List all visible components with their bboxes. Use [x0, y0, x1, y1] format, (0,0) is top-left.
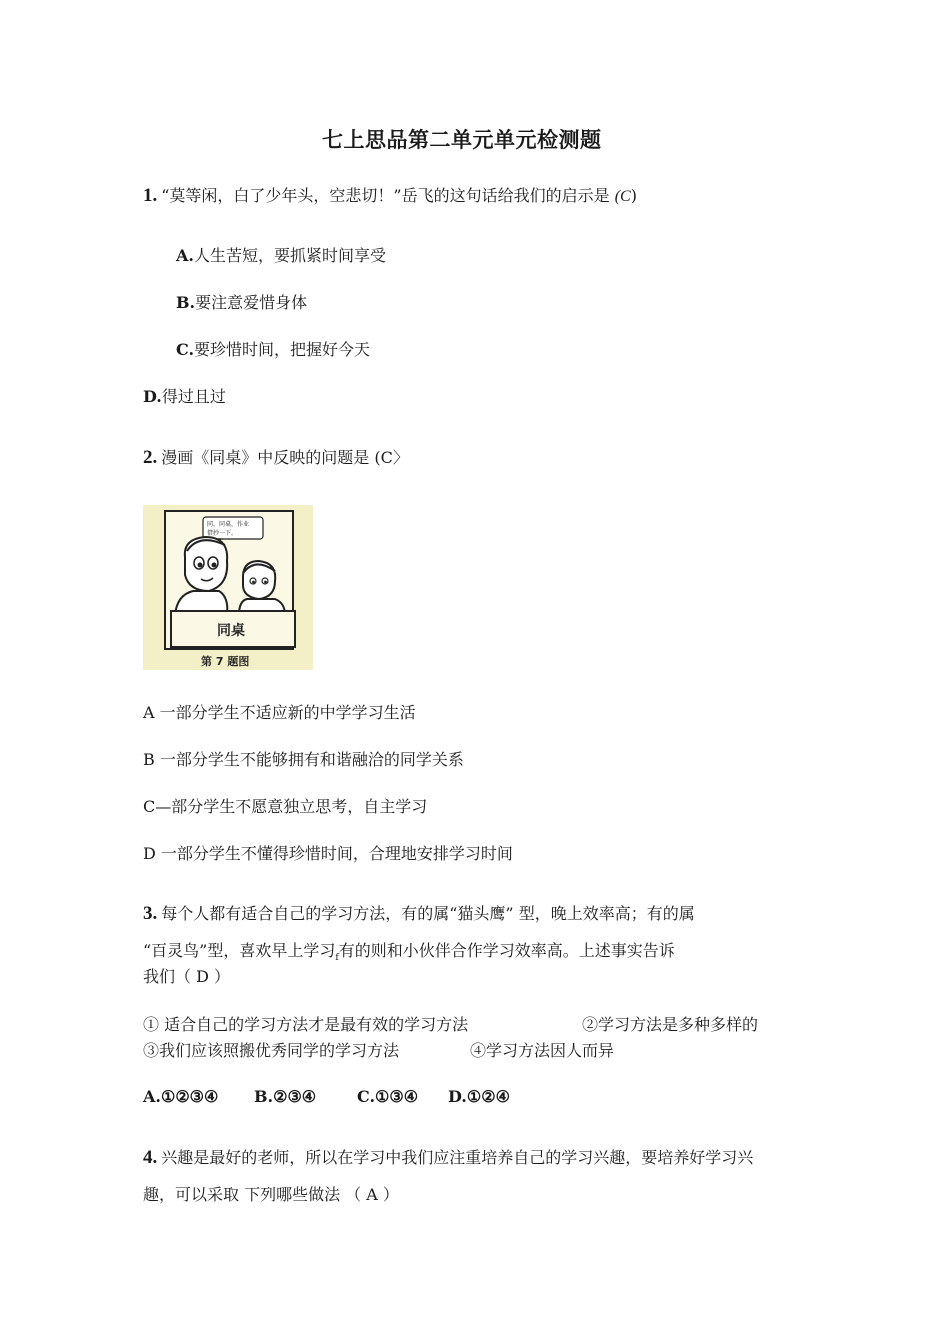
question-number: 4. [143, 1147, 158, 1168]
subscript-mark: f [335, 953, 339, 964]
question-text: 每个人都有适合自己的学习方法，有的属“猫头鹰” 型，晚上效率高；有的属 [161, 904, 695, 923]
figure-caption: 第 7 题图 [201, 655, 250, 668]
answer-close: ) [630, 186, 637, 205]
question-number: 1. [143, 185, 158, 206]
question-text: 兴趣是最好的老师，所以在学习中我们应注重培养自己的学习兴趣，要培养好学习兴 [161, 1148, 754, 1167]
option-text: 人生苦短，要抓紧时间享受 [193, 246, 386, 265]
option-text: 要注意爱惜身体 [195, 293, 308, 312]
q2-option-c: C—部分学生不愿意独立思考，自主学习 [143, 797, 428, 816]
option-label: A. [176, 246, 194, 265]
question-3-line-3: 我们（ D ） [143, 967, 231, 986]
choice-d: D.①②④ [448, 1087, 510, 1106]
speech-line-1: 同，同桌，作业 [207, 521, 250, 528]
statement-4: ④学习方法因人而异 [470, 1041, 615, 1060]
document-title: 七上思品第二单元单元检测题 [322, 127, 602, 152]
question-stem: 漫画《同桌》中反映的问题是 (C〉 [161, 448, 409, 467]
option-c [176, 339, 370, 361]
question-stem: “莫等闲，白了少年头，空悲切！”岳飞的这句话给我们的启示是 [161, 186, 610, 205]
question-4-line-2: 趣，可以采取 下列哪些做法 （ A ） [143, 1185, 399, 1204]
option-text: 得过且过 [161, 387, 226, 406]
statement-2: ②学习方法是多种多样的 [582, 1015, 759, 1034]
statement-3: ③我们应该照搬优秀同学的学习方法 [143, 1041, 400, 1060]
statement-1: ① 适合自己的学习方法才是最有效的学习方法 [143, 1015, 469, 1034]
option-label: C. [176, 340, 195, 359]
question-text: “百灵鸟”型，喜欢早上学习 [143, 941, 336, 960]
question-4-line-1 [143, 1147, 753, 1169]
question-number: 3. [143, 903, 158, 924]
choice-b: B.②③④ [254, 1087, 317, 1106]
answer-open: ( [614, 188, 621, 205]
question-number: 2. [143, 447, 158, 468]
question-1 [143, 185, 637, 208]
option-d [143, 386, 226, 408]
q2-option-d: D 一部分学生不懂得珍惜时间，合理地安排学习时间 [143, 844, 513, 863]
cartoon-image [143, 505, 313, 670]
q2-option-b: B 一部分学生不能够拥有和谐融洽的同学关系 [143, 750, 464, 769]
option-a [176, 245, 386, 267]
desk-label: 同桌 [217, 623, 245, 639]
question-text: 有的则和小伙伴合作学习效率高。上述事实告诉 [338, 941, 675, 960]
choice-a: A.①②③④ [143, 1087, 219, 1106]
q2-option-a: A 一部分学生不适应新的中学学习生活 [143, 703, 416, 722]
question-3-line-2 [143, 940, 675, 969]
answer: C [620, 188, 631, 205]
option-label: D. [143, 387, 162, 406]
speech-line-2: 借抄一下。 [207, 530, 238, 537]
question-3-line-1 [143, 903, 695, 925]
option-text: 要珍惜时间，把握好今天 [194, 340, 371, 359]
option-b [176, 292, 307, 314]
question-2 [143, 447, 409, 469]
choice-c: C.①③④ [357, 1087, 419, 1106]
option-label: B. [176, 293, 196, 312]
